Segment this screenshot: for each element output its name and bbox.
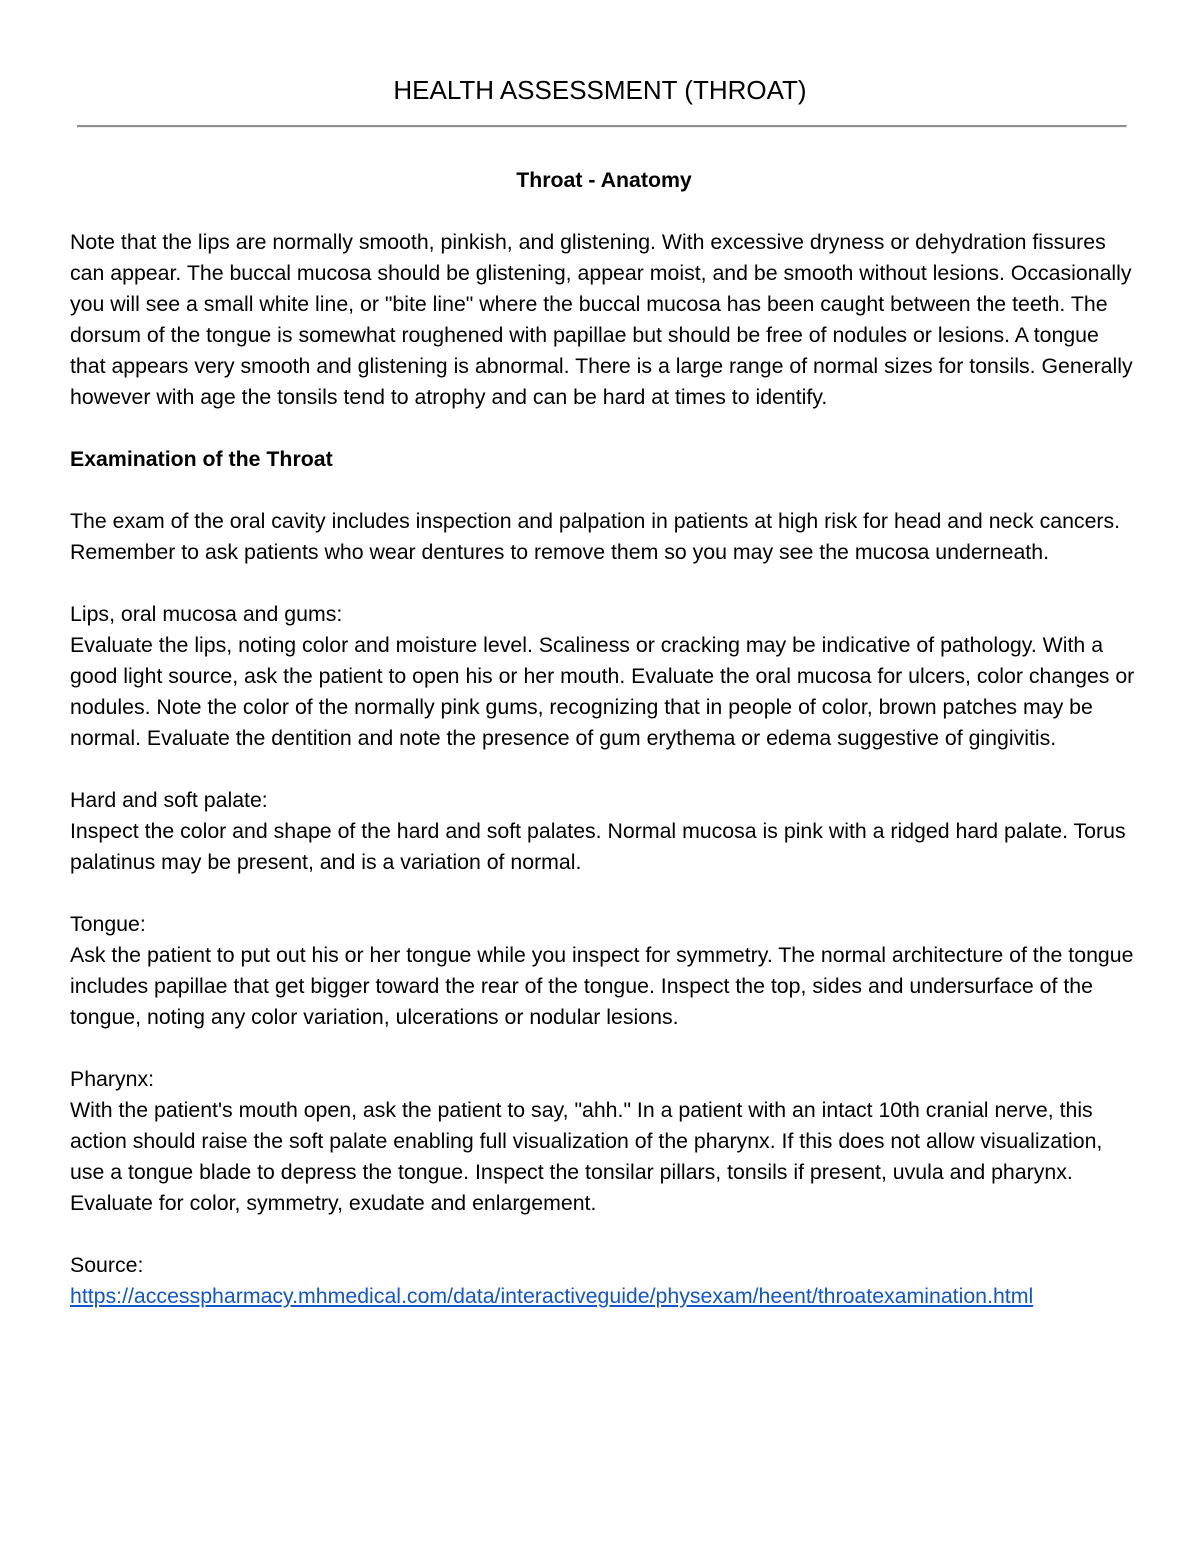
spacer (70, 413, 1138, 444)
examination-intro: The exam of the oral cavity includes inspection and palpation in patients at high risk for head and neck cancers. Remember to ask patients who wear dentures to remove them so you may see the mucosa underneath. (70, 509, 1121, 564)
spacer (70, 754, 1138, 785)
tongue-label: Tongue: (70, 912, 146, 936)
document-body (70, 165, 1138, 1312)
spacer (70, 878, 1138, 909)
palate-label: Hard and soft palate: (70, 788, 268, 812)
pharynx-text: With the patient's mouth open, ask the patient to say, "ahh." In a patient with an intact 10th cranial nerve, this action should raise the soft palate enabling full visualization of the pharynx. If this does not allow visualization, use a tongue blade to depress the tongue. Inspect the tonsilar pillars, tonsils if present, uvula and pharynx. Evaluate for color, symmetry, exudate and enlargement. (70, 1098, 1103, 1215)
examination-heading: Examination of the Throat (70, 447, 333, 471)
tongue-text: Ask the patient to put out his or her tongue while you inspect for symmetry. The normal architecture of the tongue includes papillae that get bigger toward the rear of the tongue. Inspect the top, sides and undersurface of the tongue, noting any color variation, ulcerations or nodular lesions. (70, 943, 1134, 1029)
lips-text: Evaluate the lips, noting color and moisture level. Scaliness or cracking may be indicative of pathology. With a good light source, ask the patient to open his or her mouth. Evaluate the oral mucosa for ulcers, color changes or nodules. Note the color of the normally pink gums, recognizing that in people of color, brown patches may be normal. Evaluate the dentition and note the presence of gum erythema or edema suggestive of gingivitis. (70, 633, 1135, 750)
title-divider (77, 125, 1127, 128)
spacer (70, 1219, 1138, 1250)
anatomy-heading: Throat - Anatomy (516, 168, 692, 192)
pharynx-label: Pharynx: (70, 1067, 155, 1091)
spacer (70, 1033, 1138, 1064)
spacer (70, 568, 1138, 599)
spacer (70, 475, 1138, 506)
spacer (70, 196, 1138, 227)
lips-label: Lips, oral mucosa and gums: (70, 602, 343, 626)
palate-text: Inspect the color and shape of the hard and soft palates. Normal mucosa is pink with a ridged hard palate. Torus palatinus may be present, and is a variation of normal. (70, 819, 1126, 874)
anatomy-paragraph: Note that the lips are normally smooth, pinkish, and glistening. With excessive dryness or dehydration fissures can appear. The buccal mucosa should be glistening, appear moist, and be smooth without lesions. Occasionally you will see a small white line, or "bite line" where the buccal mucosa has been caught between the teeth. The dorsum of the tongue is somewhat roughened with papillae but should be free of nodules or lesions. A tongue that appears very smooth and glistening is abnormal. There is a large range of normal sizes for tonsils. Generally however with age the tonsils tend to atrophy and can be hard at times to identify. (70, 230, 1133, 409)
source-label: Source: (70, 1253, 144, 1277)
document-title: HEALTH ASSESSMENT (THROAT) (393, 75, 807, 105)
source-link[interactable]: https://accesspharmacy.mhmedical.com/data/interactiveguide/physexam/heent/throatexamination.html (70, 1284, 1034, 1308)
